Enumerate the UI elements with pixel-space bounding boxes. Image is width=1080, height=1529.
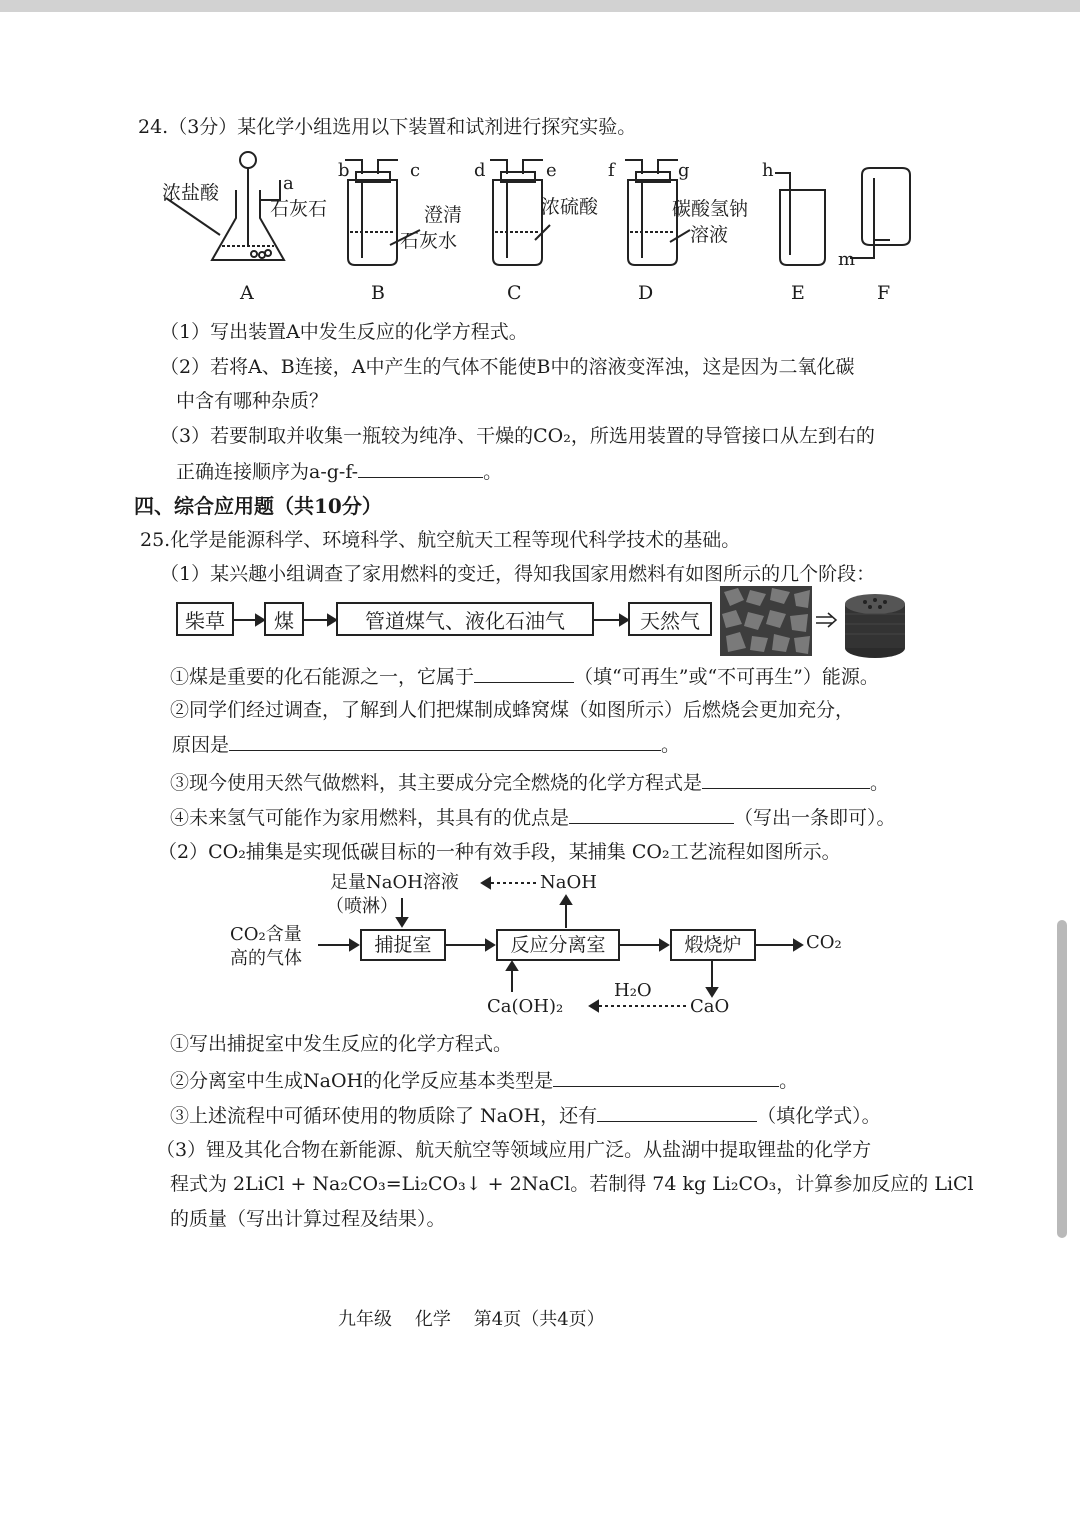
answer-blank-q25-t3[interactable] (597, 1103, 757, 1122)
label-port-m: m (838, 249, 856, 270)
label-d-reagent-l2: 溶液 (690, 224, 729, 246)
label-apparatus-f: F (877, 282, 891, 304)
flow-naoh-out: NaOH (540, 872, 597, 893)
flow-separation-room: 反应分离室 (496, 929, 620, 961)
q24-part3-line1: （3）若要制取并收集一瓶较为纯净、干燥的CO₂，所选用装置的导管接口从左到右的 (160, 425, 875, 447)
flow-calciner: 煅烧炉 (670, 929, 756, 961)
fuel-stage-gas-lpg: 管道煤气、液化石油气 (336, 602, 594, 636)
flow-caoh2: Ca(OH)₂ (487, 996, 564, 1017)
flow-co2-out: CO₂ (806, 932, 842, 953)
q25-part3-line3: 的质量（写出计算过程及结果）。 (170, 1208, 446, 1230)
q24-part2-line2: 中含有哪种杂质？ (176, 390, 329, 412)
label-port-f: f (608, 160, 615, 181)
label-port-b: b (338, 160, 350, 181)
label-port-g: g (678, 160, 690, 181)
fuel-stage-natural-gas: 天然气 (628, 602, 712, 636)
label-port-c: c (410, 160, 421, 181)
page-footer: 九年级 化学 第4页（共4页） (338, 1309, 605, 1330)
q25-part2-intro: （2）CO₂捕集是实现低碳目标的一种有效手段，某捕集 CO₂工艺流程如图所示。 (158, 841, 841, 863)
q25-part3-line2: 程式为 2LiCl + Na₂CO₃=Li₂CO₃↓ + 2NaCl。若制得 74 kg Li₂CO₃，计算参加反应的 LiCl (170, 1173, 974, 1195)
label-a-reagent1: 浓盐酸 (162, 182, 220, 204)
label-b-reagent-l1: 澄清 (424, 204, 463, 226)
flow-input-l2: 高的气体 (230, 948, 302, 969)
q24-part3-line2: 正确连接顺序为a-g-f- 。 (176, 461, 503, 483)
q25-t1: ①写出捕捉室中发生反应的化学方程式。 (170, 1033, 513, 1055)
q24-part2-line1: （2）若将A、B连接，A中产生的气体不能使B中的溶液变浑浊，这是因为二氧化碳 (160, 356, 855, 378)
q25-part3-line1: （3）锂及其化合物在新能源、航天航空等领域应用广泛。从盐湖中提取锂盐的化学方 (156, 1139, 872, 1161)
label-apparatus-d: D (638, 282, 654, 304)
label-port-a: a (283, 173, 294, 194)
label-apparatus-a: A (240, 282, 254, 304)
label-apparatus-e: E (791, 282, 805, 304)
q25-sub1: ①煤是重要的化石能源之一，它属于 （填“可再生”或“不可再生”）能源。 (170, 666, 879, 688)
q25-t2: ②分离室中生成NaOH的化学反应基本类型是 。 (170, 1070, 799, 1092)
q25-sub4: ④未来氢气可能作为家用燃料，其具有的优点是 （写出一条即可）。 (170, 807, 896, 829)
fuel-stage-coal: 煤 (264, 602, 304, 636)
label-a-reagent2: 石灰石 (270, 198, 328, 220)
q25-sub2-line1: ②同学们经过调查，了解到人们把煤制成蜂窝煤（如图所示）后燃烧会更加充分， (170, 699, 855, 721)
flow-cao: CaO (690, 996, 730, 1017)
label-port-h: h (762, 160, 774, 181)
q24-stem: 24.（3分）某化学小组选用以下装置和试剂进行探究实验。 (138, 116, 637, 138)
q25-sub3: ③现今使用天然气做燃料，其主要成分完全燃烧的化学方程式是 。 (170, 772, 890, 794)
label-b-reagent-l2: 石灰水 (400, 230, 458, 252)
label-port-d: d (474, 160, 486, 181)
q24-part1: （1）写出装置A中发生反应的化学方程式。 (160, 321, 528, 343)
q25-stem: 25.化学是能源科学、环境科学、航空航天工程等现代科学技术的基础。 (140, 529, 741, 551)
scrollbar[interactable] (1057, 920, 1067, 1238)
flow-capture-room: 捕捉室 (360, 929, 446, 961)
fuel-stage-firewood: 柴草 (176, 602, 234, 636)
flow-naoh-feed: 足量NaOH溶液 (330, 872, 459, 893)
flow-input-l1: CO₂含量 (230, 924, 302, 945)
answer-blank-q25-t2[interactable] (553, 1068, 779, 1087)
q25-t3: ③上述流程中可循环使用的物质除了 NaOH，还有 （填化学式）。 (170, 1105, 881, 1127)
q25-sub2-line2: 原因是 。 (172, 734, 681, 756)
flow-spray: （喷淋） (326, 896, 398, 917)
label-port-e: e (546, 160, 557, 181)
label-d-reagent-l1: 碳酸氢钠 (672, 198, 749, 220)
section-heading: 四、综合应用题（共10分） (134, 494, 382, 518)
q25-part1-intro: （1）某兴趣小组调查了家用燃料的变迁，得知我国家用燃料有如图所示的几个阶段： (160, 563, 876, 585)
label-apparatus-b: B (371, 282, 385, 304)
label-apparatus-c: C (507, 282, 522, 304)
flow-water: H₂O (614, 980, 652, 1001)
label-c-reagent: 浓硫酸 (541, 196, 599, 218)
